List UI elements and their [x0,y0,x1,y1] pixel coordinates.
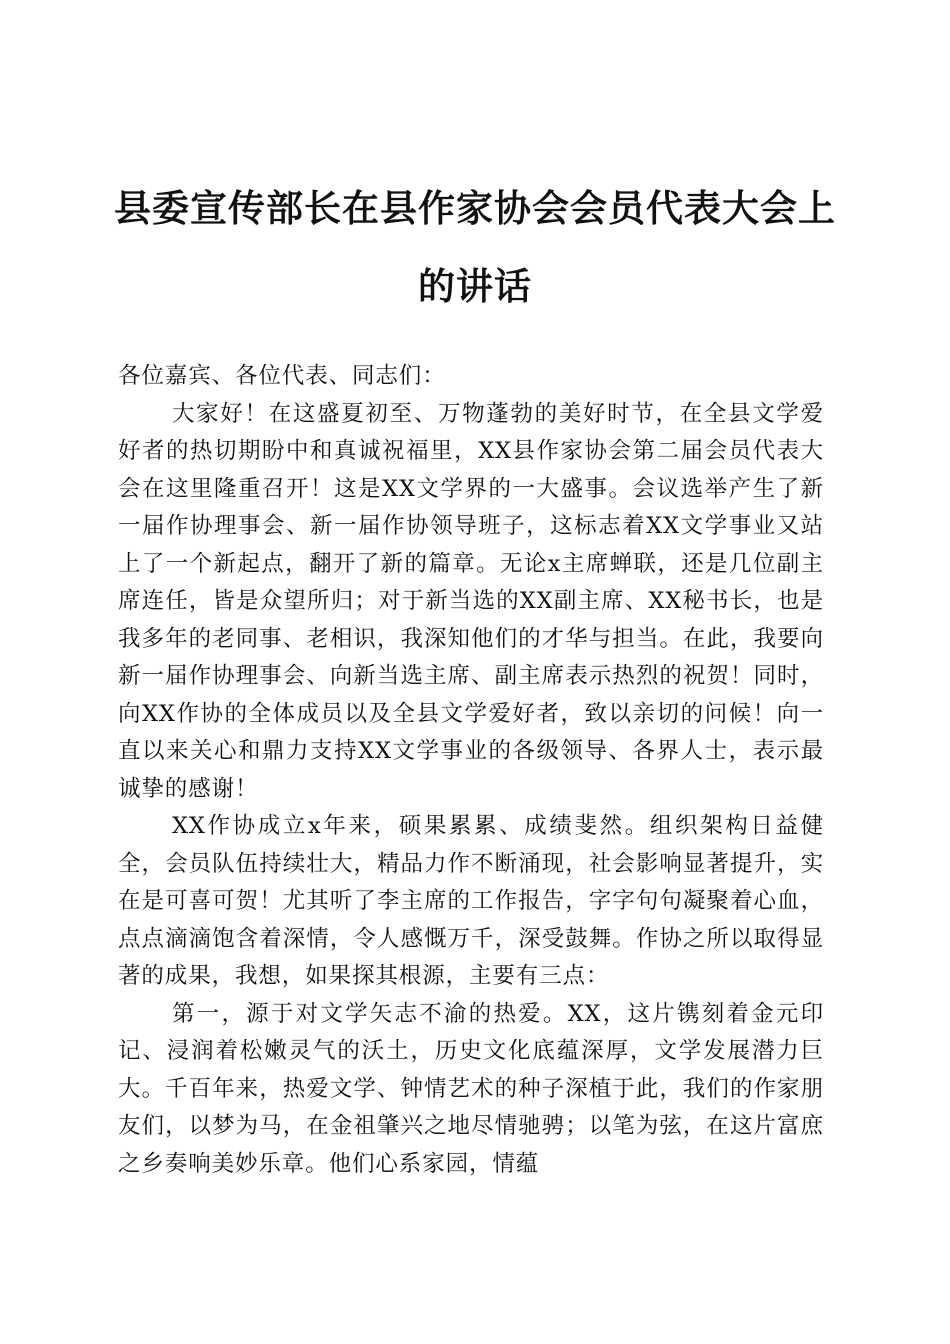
salutation: 各位嘉宾、各位代表、同志们： [118,363,446,389]
paragraph-first-reason: 第一，源于对文学矢志不渝的热爱。XX，这片镌刻着金元印记、浸润着松嫩灵气的沃土，历史文化底蕴深厚，文学发展潜力巨大。千百年来，热爱文学、钟情艺术的种子深植于此，我们的作家朋友们，以梦为马，在金祖肇兴之地尽情驰骋；以笔为弦，在这片富庶之乡奏响美妙乐章。他们心系家园，情蕴 [118,1000,824,1177]
document-title: 县委宣传部长在县作家协会会员代表大会上的讲话 [114,187,836,308]
paragraph-achievements: XX作协成立x年来，硕果累累、成绩斐然。组织架构日益健全，会员队伍持续壮大，精品力作不断涌现，社会影响显著提升，实在是可喜可贺！尤其听了李主席的工作报告，字字句句凝聚着心血，点点滴滴饱含着深情，令人感慨万千，深受鼓舞。作协之所以取得显著的成果，我想，如果探其根源，主要有三点： [118,813,824,989]
document-body [118,358,824,1183]
paragraph-opening: 大家好！在这盛夏初至、万物蓬勃的美好时节，在全县文学爱好者的热切期盼中和真诚祝福里，XX县作家协会第二届会员代表大会在这里隆重召开！这是XX文学界的一大盛事。会议选举产生了新一届作协理事会、新一届作协领导班子，这标志着XX文学事业又站上了一个新起点，翻开了新的篇章。无论x主席蝉联，还是几位副主席连任，皆是众望所归；对于新当选的XX副主席、XX秘书长，也是我多年的老同事、老相识，我深知他们的才华与担当。在此，我要向新一届作协理事会、向新当选主席、副主席表示热烈的祝贺！同时，向XX作协的全体成员以及全县文学爱好者，致以亲切的问候！向一直以来关心和鼎力支持XX文学事业的各级领导、各界人士，表示最诚挚的感谢！ [118,400,824,802]
